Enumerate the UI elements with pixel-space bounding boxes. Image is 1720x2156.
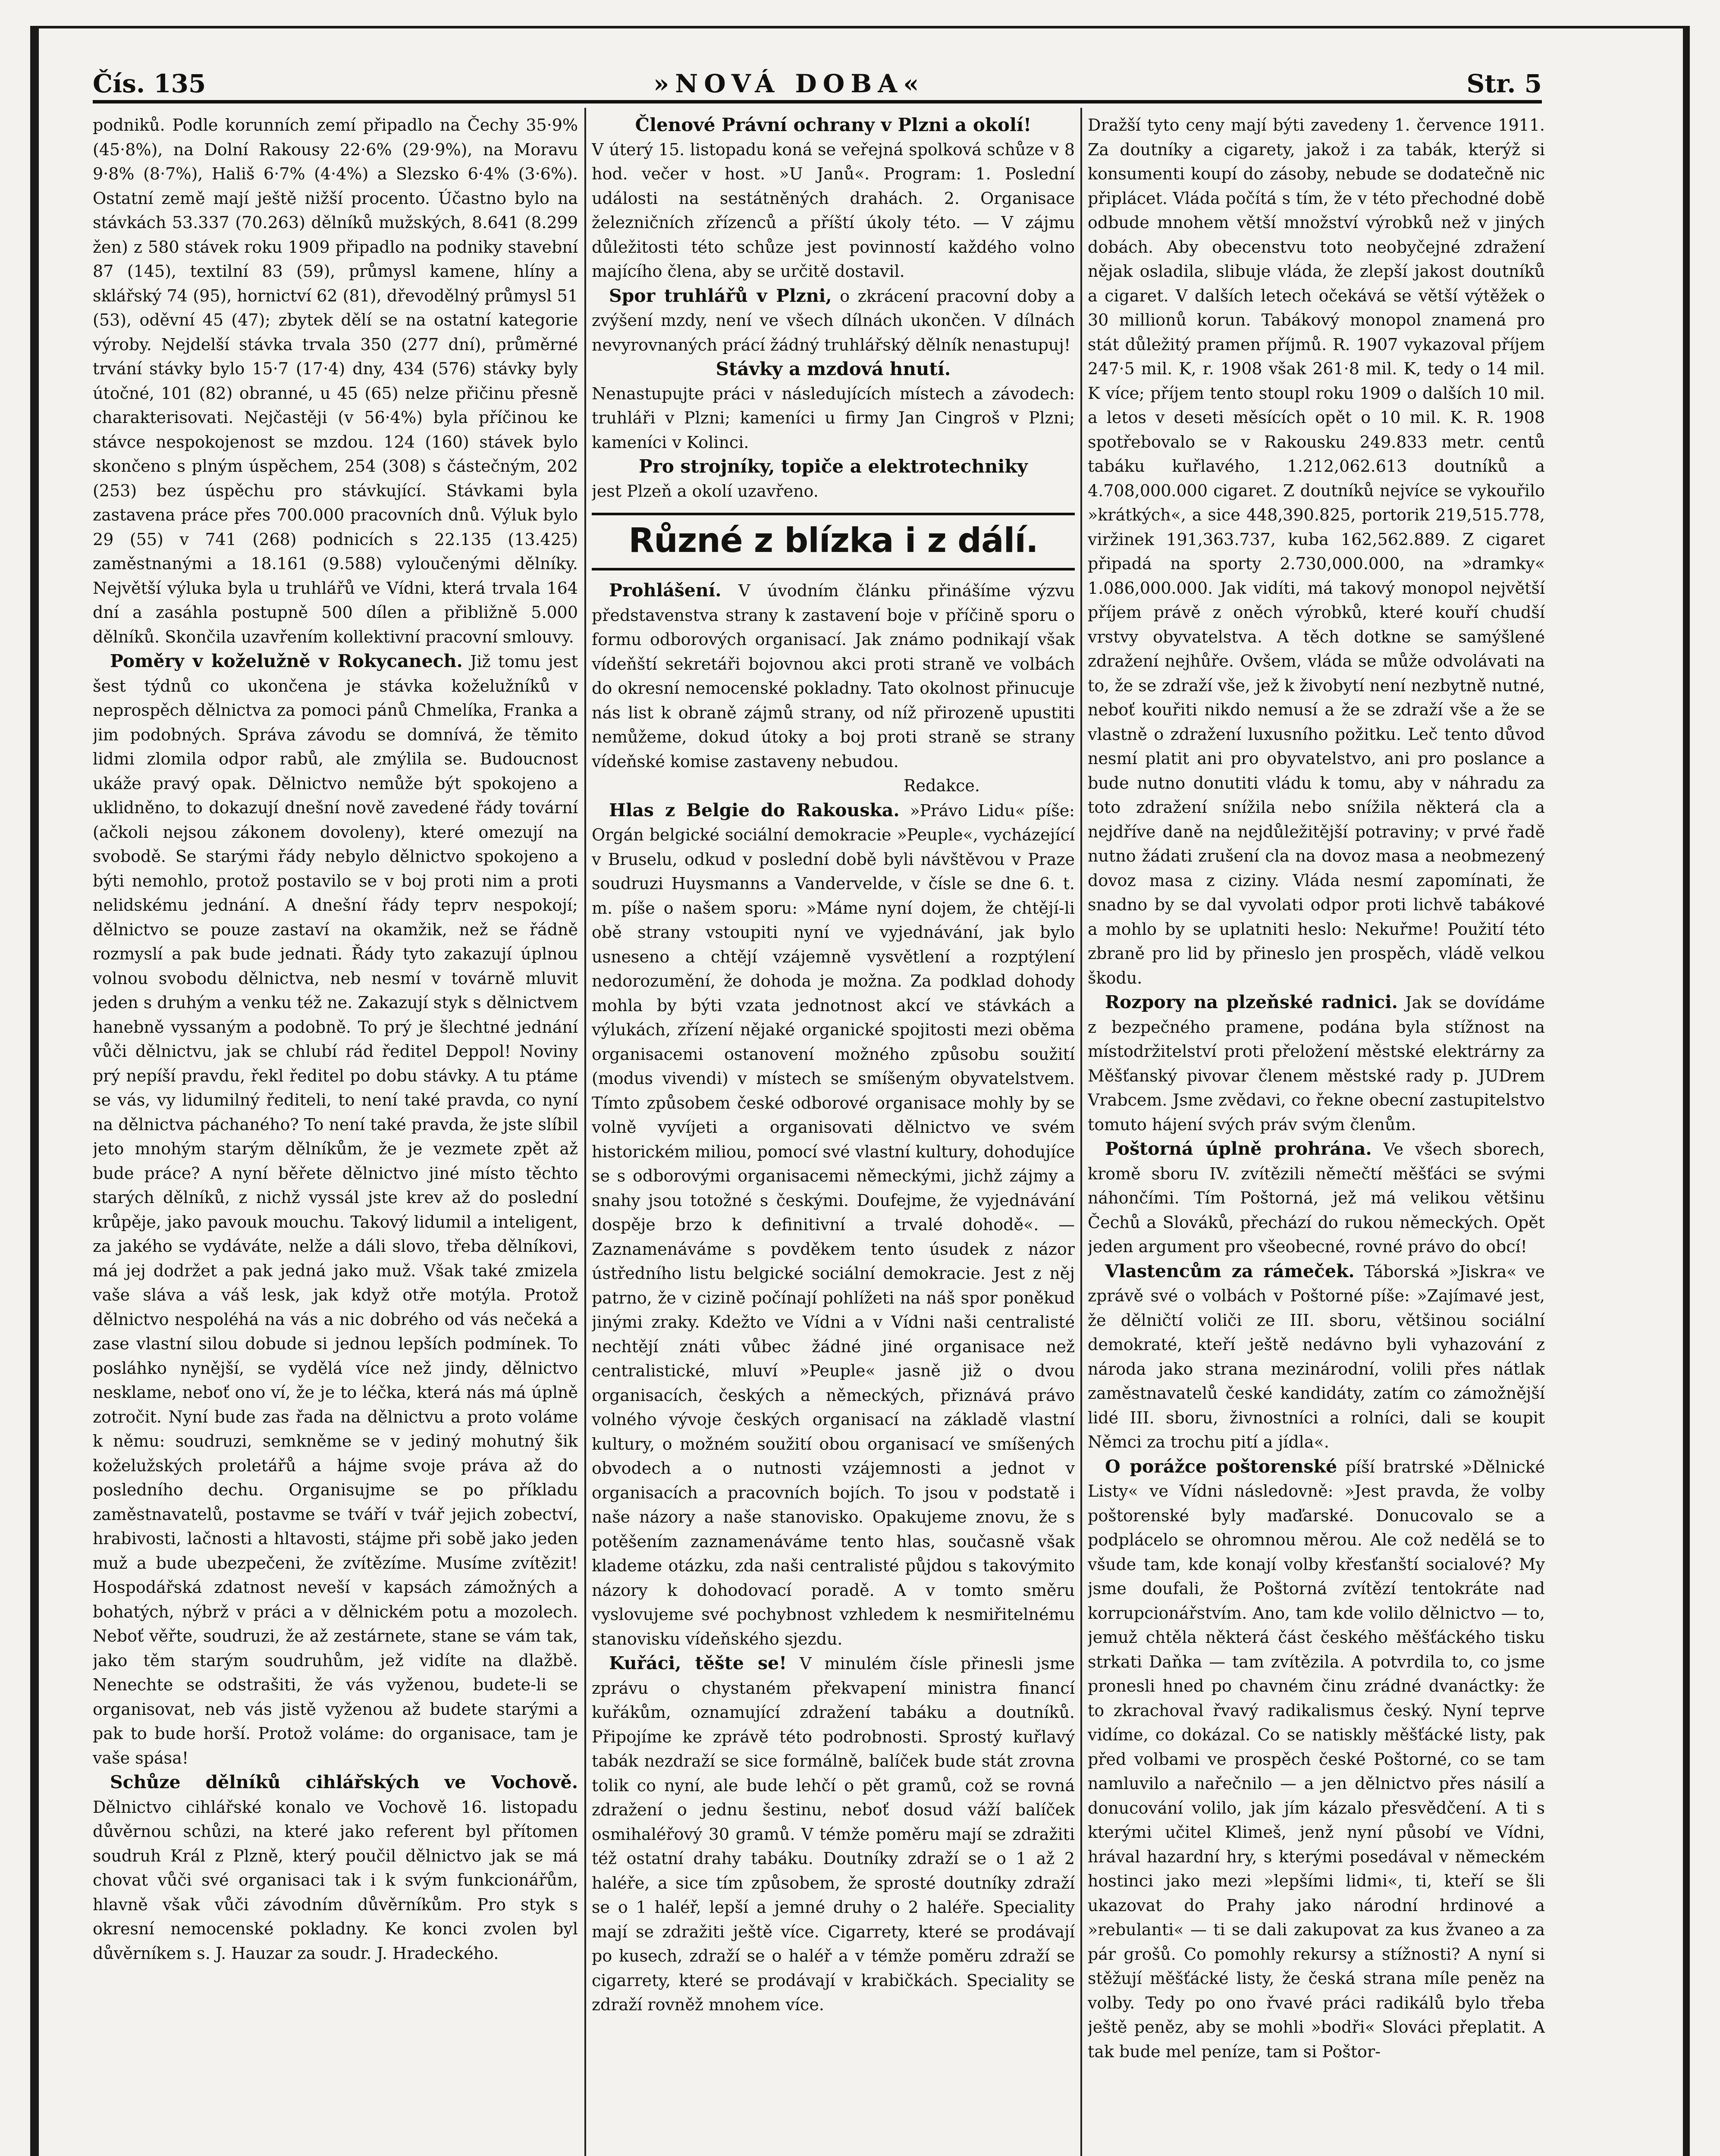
article-text: Dražší tyto ceny mají býti zavedeny 1. července 1911. Za doutníky a cigarety, jakož i za tabák, kterýž si konsumenti koupí do zásoby, nebude se dodatečně nic připlácet. Vláda počítá s tím, že v této přechodné době odbude mnohem větší množství výrobků než v jiných dobách. Aby obecenstvu toto neobyčejné zdražení nějak osladila, slibuje vláda, že zlepší jakost doutníků a cigaret. V dalších letech očekává se větší výtěžek o 30 millionů korun. Tabákový monopol znamená pro stát důležitý pramen příjmů. R. 1907 vykazoval příjem 247·5 mil. K, r. 1908 však 261·8 mil. K, tedy o 14 mil. K více; příjem tento stoupl roku 1909 o dalších 10 mil. a letos v deseti měsících opět o 10 mil. K. R. 1908 spotřebovalo se v Rakousku 249.833 metr. centů tabáku kuřlavého, 1.212,062.613 doutníků a 4.708,000.000 cigaret. Z doutníků nejvíce se vykouřilo »krátkých«, a sice 448,390.825, portorik 219,515.778, viržinek 191,363.737, kuba 162,562.889. Z cigaret připadá na sporty 2.730,000.000, na »dramky« 1.086,000.000. Jak vidíti, má takový monopol největší příjem právě z oněch výrobků, které kouří chudší vrstvy obyvatelstva. A těch dotkne se samýšlené zdražení nejhůře. Ovšem, vláda se může odvolávati na to, že se zdraží vše, jež k živobytí není nezbytně nutné, neboť kouřiti nikdo nemusí a že se zdraží vše a že se vlastně o zdražení luxusního požitku. Leč tento důvod nesmí platit ani pro obyvatelstvo, ani pro poslance a bude nutno donutiti vládu k tomu, aby v náhradu za toto zdražení snížila nebo snížila některá cla a nejdříve daně na nejdůležitější potraviny; v prvé řadě nutno žádati zrušení cla na dovoz masa a neobmezený dovoz masa z ciziny. Vláda nesmí zapomínati, že snadno by se dal vyvolati odpor proti lichvě tabákové a mohlo by se uplatniti heslo: Nekuřme! Použití této zbraně pro lid by přineslo jen prospěch, vládě velkou škodu. (1088, 116, 1545, 987)
article-runin-title: Poštorná úplně prohrána. (1105, 1138, 1372, 1159)
article-runin-title: Schůze dělníků cihlářských ve Vochově. (110, 1772, 578, 1792)
article-paragraph (592, 578, 1075, 774)
column-divider (1080, 108, 1082, 2156)
article-runin-title: Rozpory na plzeňské radnici. (1105, 992, 1398, 1012)
header-rule (93, 100, 1542, 103)
article-text: píší bratrské »Dělnické Listy« ve Vídni následovně: »Jest pravda, že volby poštorenské byly maďarské. Donucovalo se a podplácelo se ohromnou měrou. Ale což nedělá se to všude tam, kde konají volby křesťanští socialové? My jsme doufali, že Poštorná zvítězí tentokráte nad korrupcionářstvím. Ano, tam kde volilo dělnictvo — to, jemuž chtěla některá část českého měšťáckého tisku strkati Daňka — tam zvítězila. A potvrdila to, co jsme pronesli hned po chavném činu zrádné dvanáctky: že to zkrachoval řvavý radikalismus český. Nyní teprve vidíme, co dokázal. Co se natiskly měšťácké listy, pak před volbami ve prospěch české Poštorné, co se tam namluvilo a nařečnilo — a jen dělnictvo přes násilí a donucování volilo, jak jím kázalo přesvědčení. A ti s kterými učitel Klimeš, jenž nyní působí ve Vídni, hrával hazardní hry, s kterými posedával v německém hostinci jako mezi »lepšími lidmi«, ti, kteří se šli ukazovat do Prahy jako národní hrdinové a »rebulanti« — ti se dali zakupovat za kus žvaneo a za pár grošů. Co pomohly rekursy a stížnosti? A nyní si stěžují měšťácké listy, že česká strana míle peněz na volby. Tedy po ono řvavé práci radikálů bylo třeba ještě peněz, aby se mohli »bodři« Slováci přeplatit. A tak bude mel peníze, tam si Poštor- (1088, 1457, 1545, 2061)
section-title: Různé z blízka i z dálí. (628, 521, 1038, 560)
article-paragraph (93, 649, 578, 1770)
article-text: Jak se dovídáme z bezpečného pramene, podána byla stížnost na místodržitelství proti přeložení městské elektrárny za Měšťanský pivovar členem městské rady p. JUDrem Vrabcem. Jsme zvědavi, co řekne obecní zastupitelstvo tomuto hájení svých práv svým členům. (1088, 993, 1545, 1134)
article-paragraph (1088, 1137, 1545, 1259)
article-headline: Stávky a mzdová hnutí. (716, 358, 951, 379)
article-runin-title: O porážce poštorenské (1105, 1456, 1337, 1477)
article-text: Již tomu jest šest týdnů co ukončena je stávka koželužníků v neprospěch dělnictva za pomoci pánů Chmelíka, Franka a jim podobných. Správa závodu se domnívá, že těmito lidmi zlomila odpor rabů, ale zmýlila se. Budoucnost ukáže pravý opak. Dělnictvo nemůže být spokojeno a uklidněno, to dokazují dnešní nově zavedené řády tovární (ačkoli nejsou zákonem dovoleny), které omezují na svobodě. Se starými řády nebylo dělnictvo spokojeno a býti nemohlo, protož postavilo se v boj proti nim a proti nelidskému jednání. A dnešní řády teprv nespokojí; dělnictvo se pouze zastaví na okamžik, než se řádně rozmyslí a pak bude jednati. Řády tyto zakazují úplnou volnou svobodu dělnictva, neb nesmí v továrně mluvit jeden s druhým a venku též ne. Zakazují styk s dělnictvem hanebně vyssaným a podobně. To prý je šlechtné jednání vůči dělnictvu, jak se chlubí rád ředitel Deppol! Noviny prý nepíší pravdu, řekl ředitel po dobu stávky. A tu ptáme se vás, vy lidumilný řediteli, to není také pravda, co nyní na dělnictva páchaného? To není také pravda, že jste slíbil jeto mnohým starým dělníkům, že je vezmete zpět až bude práce? A nyní běřete dělnictvo jiné místo těchto starých dělníků, z nichž vyssál jste krev až do poslední krůpěje, jako pavouk mouchu. Takový lidumil a inteligent, za jakého se vydáváte, nelže a dáli slovo, třeba dělníkovi, má jej dodržet a pak jedná jako muž. Však také zmizela vaše sláva a váš lesk, jak když otře motýla. Protož dělnictvo nespoléhá na vás a nic dobrého od vás nečeká a zase vlastní silou dobude si jednou lepších podmínek. To posláhko nynější, se vydělá více než jindy, dělnictvo nesklame, neboť ono ví, že je to léčka, která nás má úplně zotročit. Nyní bude zas řada na dělnictvu a proto voláme k němu: soudruzi, semkněme se v jediný mohutný šik koželužských proletářů a hájme svoje práva až do posledního dechu. Organisujme se po příkladu zaměstnavatelů, postavme se tváří v tvář jejich zobectví, hrabivosti, lačnosti a hltavosti, stájme při sobě jako jeden muž a bude ubezpečeni, že zvítězíme. Musíme zvítězit! Hospodářská zdatnost neveší v kapsách zámožných a bohatých, nýbrž v práci a v dělnickém potu a mozolech. Neboť věřte, soudruzi, že až zestárnete, stane se vám tak, jako těm starým soudruhům, jež vidíte na dlažbě. Nenechte se odstrašiti, že vás vyženou, budete-li se organisovat, neb vás jistě vyženou až budete starými a pak to bude horší. Protož voláme: do organisace, tam je vaše spása! (93, 652, 578, 1767)
article-paragraph (93, 1770, 578, 1965)
article-runin-title: Hlas z Belgie do Rakouska. (609, 799, 900, 821)
article-paragraph (592, 382, 1075, 455)
article-text: V úvodním článku přinášíme výzvu představenstva strany k zastavení boje v příčině sporu o formu odborových organisací. Jak známo podnikají však vídeňští sekretáři bojovnou akci proti straně ve volbách do okresní nemocenské pokladny. Tato okolnost přinucuje nás list k obraně zájmů strany, od níž přirozeně upustiti nemůžeme, dokud útoky a boj proti straně se strany vídeňské komise zastaveny nebudou. (592, 581, 1075, 771)
issue-number: Čís. 135 (93, 69, 206, 98)
article-text: Táborská »Jiskra« ve zprávě své o volbách v Poštorné píše: »Zajímavé jest, že dělničtí voliči ze III. sboru, většinou sociální demokraté, kteří ještě nedávno byli vyhazování z národa jako strana mezinárodní, volili přes nátlak zaměstnavatelů české kandidáty, zatím co zámožnější lidé III. sboru, živnostníci a rolníci, dali se koupit Němci za trochu pití a jídla«. (1088, 1262, 1545, 1451)
page-header (93, 56, 1542, 103)
article-runin-title: Kuřáci, těšte se! (609, 1653, 787, 1673)
article-paragraph (592, 138, 1075, 284)
column-3 (1088, 113, 1545, 2156)
article-headline: Členové Právní ochrany v Plzni a okolí! (635, 114, 1032, 135)
article-text: »Právo Lidu« píše: Orgán belgické sociální demokracie »Peuple«, vycházející v Bruselu, odkud v poslední době byli návštěvou v Praze soudruzi Huysmanns a Vandervelde, v čísle se dne 6. t. m. píše o našem sporu: »Máme nyní dojem, že chtějí-li obě strany vstoupiti nyní ve vyjednávání, jak bylo usneseno a chtějí vzájemně vysvětlení a rozptýlení nedorozumění, že dohoda je možna. Za podklad dohody mohla by býti vzata jednotnost akcí ve stávkách a výlukách, zřízení nějaké organické spojitosti mezi oběma organisacemi ostanovení možného způsobu soužití (modus vivendi) v místech se smíšeným obyvatelstvem. Tímto způsobem české odborové organisace mohly by se volně vyvíjeti a organisovati dělnictvo ve svém historickém miliou, pomocí své vlastní kultury, dohodujíce se s odborovými organisacemi německými, jichž zájmy a snahy jsou totožné s českými. Doufejme, že vyjednávání dospěje brzo k definitivní a trvalé dohodě«. — Zaznamenáváme s povděkem tento úsudek z názor ústředního listu belgické sociální demokracie. Jest z něj patrno, že v cizině počínají pohlížeti na náš spor poněkud jinými zraky. Kdežto ve Vídni a v Vídni naši centralisté nechtějí znáti vůbec žádné jiné organisace než centralistické, mluví »Peuple« jasně již o dvou organisacích, českých a německých, přiznává právo volného vývoje českých organisací na základě vlastní kultury, o možném soužití obou organisací ve smíšených obvodech a o nutnosti vzájemnosti a jednot v organisacích a pracovních bojích. To jsou v podstatě i naše názory a naše stanovisko. Opakujeme znovu, že s potěšením zaznamenáváme tento hlas, současně však klademe otázku, zda naši centralisté půjdou s takovýmito názory k dohodovací poradě. A v tomto směru vyslovujeme své pochybnost vzhledem k nesmiřitelnému stanovisku vídeňského sjezdu. (592, 801, 1075, 1648)
page-number: Str. 5 (1466, 69, 1542, 98)
column-2 (592, 113, 1075, 2156)
article-paragraph (1088, 990, 1545, 1137)
article-text: jest Plzeň a okolí uzavřeno. (592, 481, 819, 501)
article-paragraph (592, 1651, 1075, 2017)
column-1 (93, 113, 578, 2156)
article-text: V úterý 15. listopadu koná se veřejná spolková schůze v 8 hod. večer v host. »U Janů«. Program: 1. Poslední události na sestátněných drahách. 2. Organisace železničních zřízenců a příští úkoly této. — V zájmu důležitosti této schůze jest povinností každého volno majícího člena, aby se určitě dostavil. (592, 140, 1075, 281)
article-paragraph (93, 113, 578, 649)
article-headline: Pro strojníky, topiče a elektrotechniky (639, 456, 1028, 477)
section-banner (592, 513, 1075, 570)
article-paragraph (1088, 113, 1545, 990)
article-runin-title: Poměry v koželužně v Rokycanech. (110, 651, 463, 671)
article-runin-title: Vlastencům za rámeček. (1105, 1260, 1355, 1282)
article-text: V minulém čísle přinesli jsme zprávu o chystaném překvapení ministra financí kuřákům, oznamující zdražení tabáku a doutníků. Připojíme ke zprávě této podrobnosti. Sprostý kuřlavý tabák nezdraží se sice formálně, balíček bude stát zrovna tolik co nyní, ale bude lehčí o pět gramů, což se rovná zdražení o jednu šestinu, neboť dosud váží balíček osmihaléřový 30 gramů. V témže poměru mají se zdražiti též ostatní drahy tabáku. Doutníky zdraží se o 1 až 2 haléře, a sice tím způsobem, že sprosté doutníky zdraží se o 1 haléř, lepší a jemné druhy o 2 haléře. Speciality mají se zdražiti ještě více. Cigarrety, které se prodávají po kusech, zdraží se o haléř a v témže poměru zdraží se cigarrety, které se prodávají v krabičkách. Speciality se zdraží rovněž mnohem více. (592, 1654, 1075, 2014)
article-paragraph (592, 284, 1075, 357)
article-runin-title: Spor truhlářů v Plzni, (609, 285, 832, 306)
article-paragraph (592, 798, 1075, 1651)
article-runin-title: Prohlášení. (609, 580, 722, 601)
article-text: podniků. Podle korunních zemí připadlo na Čechy 35·9% (45·8%), na Dolní Rakousy 22·6% (29·9%), na Moravu 9·8% (8·7%), Hališ 6·7% (4·4%) a Slezsko 6·4% (3·6%). Ostatní země mají ještě nižší procento. Účastno bylo na stávkách 53.337 (70.263) dělníků mužských, 8.641 (8.299 žen) z 580 stávek roku 1909 připadlo na podniky stavební 87 (145), textilní 83 (59), průmysl kamene, hlíny a sklářský 74 (95), hornictví 62 (81), dřevodělný průmysl 51 (53), oděvní 45 (47); zbytek dělí se na ostatní kategorie výroby. Nejdelší stávka trvala 350 (277 dní), průměrné trvání stávky bylo 15·7 (17·4) dny, 434 (576) stávky byly útočné, 101 (82) obranné, u 45 (65) nelze přičinu přesně charakterisovati. Nejčastěji (v 56·4%) byla příčinou ke stávce nespokojenost se mzdou. 124 (160) stávek bylo skončeno s plným úspěchem, 254 (308) s částečným, 202 (253) bez úspěchu pro stávkující. Stávkami byla zastavena práce přes 700.000 pracovních dnů. Výluk bylo 29 (55) v 741 (268) podnicích s 22.135 (13.425) zaměstnanými a 18.161 (9.588) vyloučenými dělníky. Největší výluka byla u truhlářů ve Vídni, která trvala 164 dní a zasáhla postupně 500 dílen a přibližně 5.000 dělníků. Skončila uzavřením kollektivní pracovní smlouvy. (93, 116, 578, 646)
article-paragraph (592, 479, 1075, 504)
masthead-title: »NOVÁ DOBA« (653, 69, 925, 98)
article-paragraph (1088, 1454, 1545, 2064)
article-text: o zkrácení pracovní doby a zvýšení mzdy, není ve všech dílnách ukončen. V dílnách nevyrovnaných prácí žádný truhlářský dělník nenastupuj! (592, 286, 1075, 354)
article-text: Ve všech sborech, kromě sboru IV. zvítězili němečtí měšťáci se svými náhončími. Tím Poštorná, jež má velikou většinu Čechů a Slováků, přechází do rukou německých. Opět jeden argument pro všeobecné, rovné právo do obcí! (1088, 1140, 1545, 1256)
article-signature: Redakce. (904, 776, 980, 795)
article-text: Dělnictvo cihlářské konalo ve Vochově 16. listopadu důvěrnou schůzi, na které jako referent byl přítomen soudruh Král z Plzně, který poučil dělnictvo jak se má chovat vůči své organisaci tak i k svým funkcionářům, hlavně však vůči závodním důvěrníkům. Pro styk s okresní nemocenské pokladny. Ke konci zvolen byl důvěrníkem s. J. Hauzar za soudr. J. Hradeckého. (93, 1797, 578, 1963)
article-paragraph (1088, 1259, 1545, 1454)
article-text: Nenastupujte práci v následujících místech a závodech: truhláři v Plzni; kameníci u firmy Jan Cingroš v Plzni; kameníci v Kolinci. (592, 384, 1075, 452)
column-divider (584, 108, 586, 2156)
